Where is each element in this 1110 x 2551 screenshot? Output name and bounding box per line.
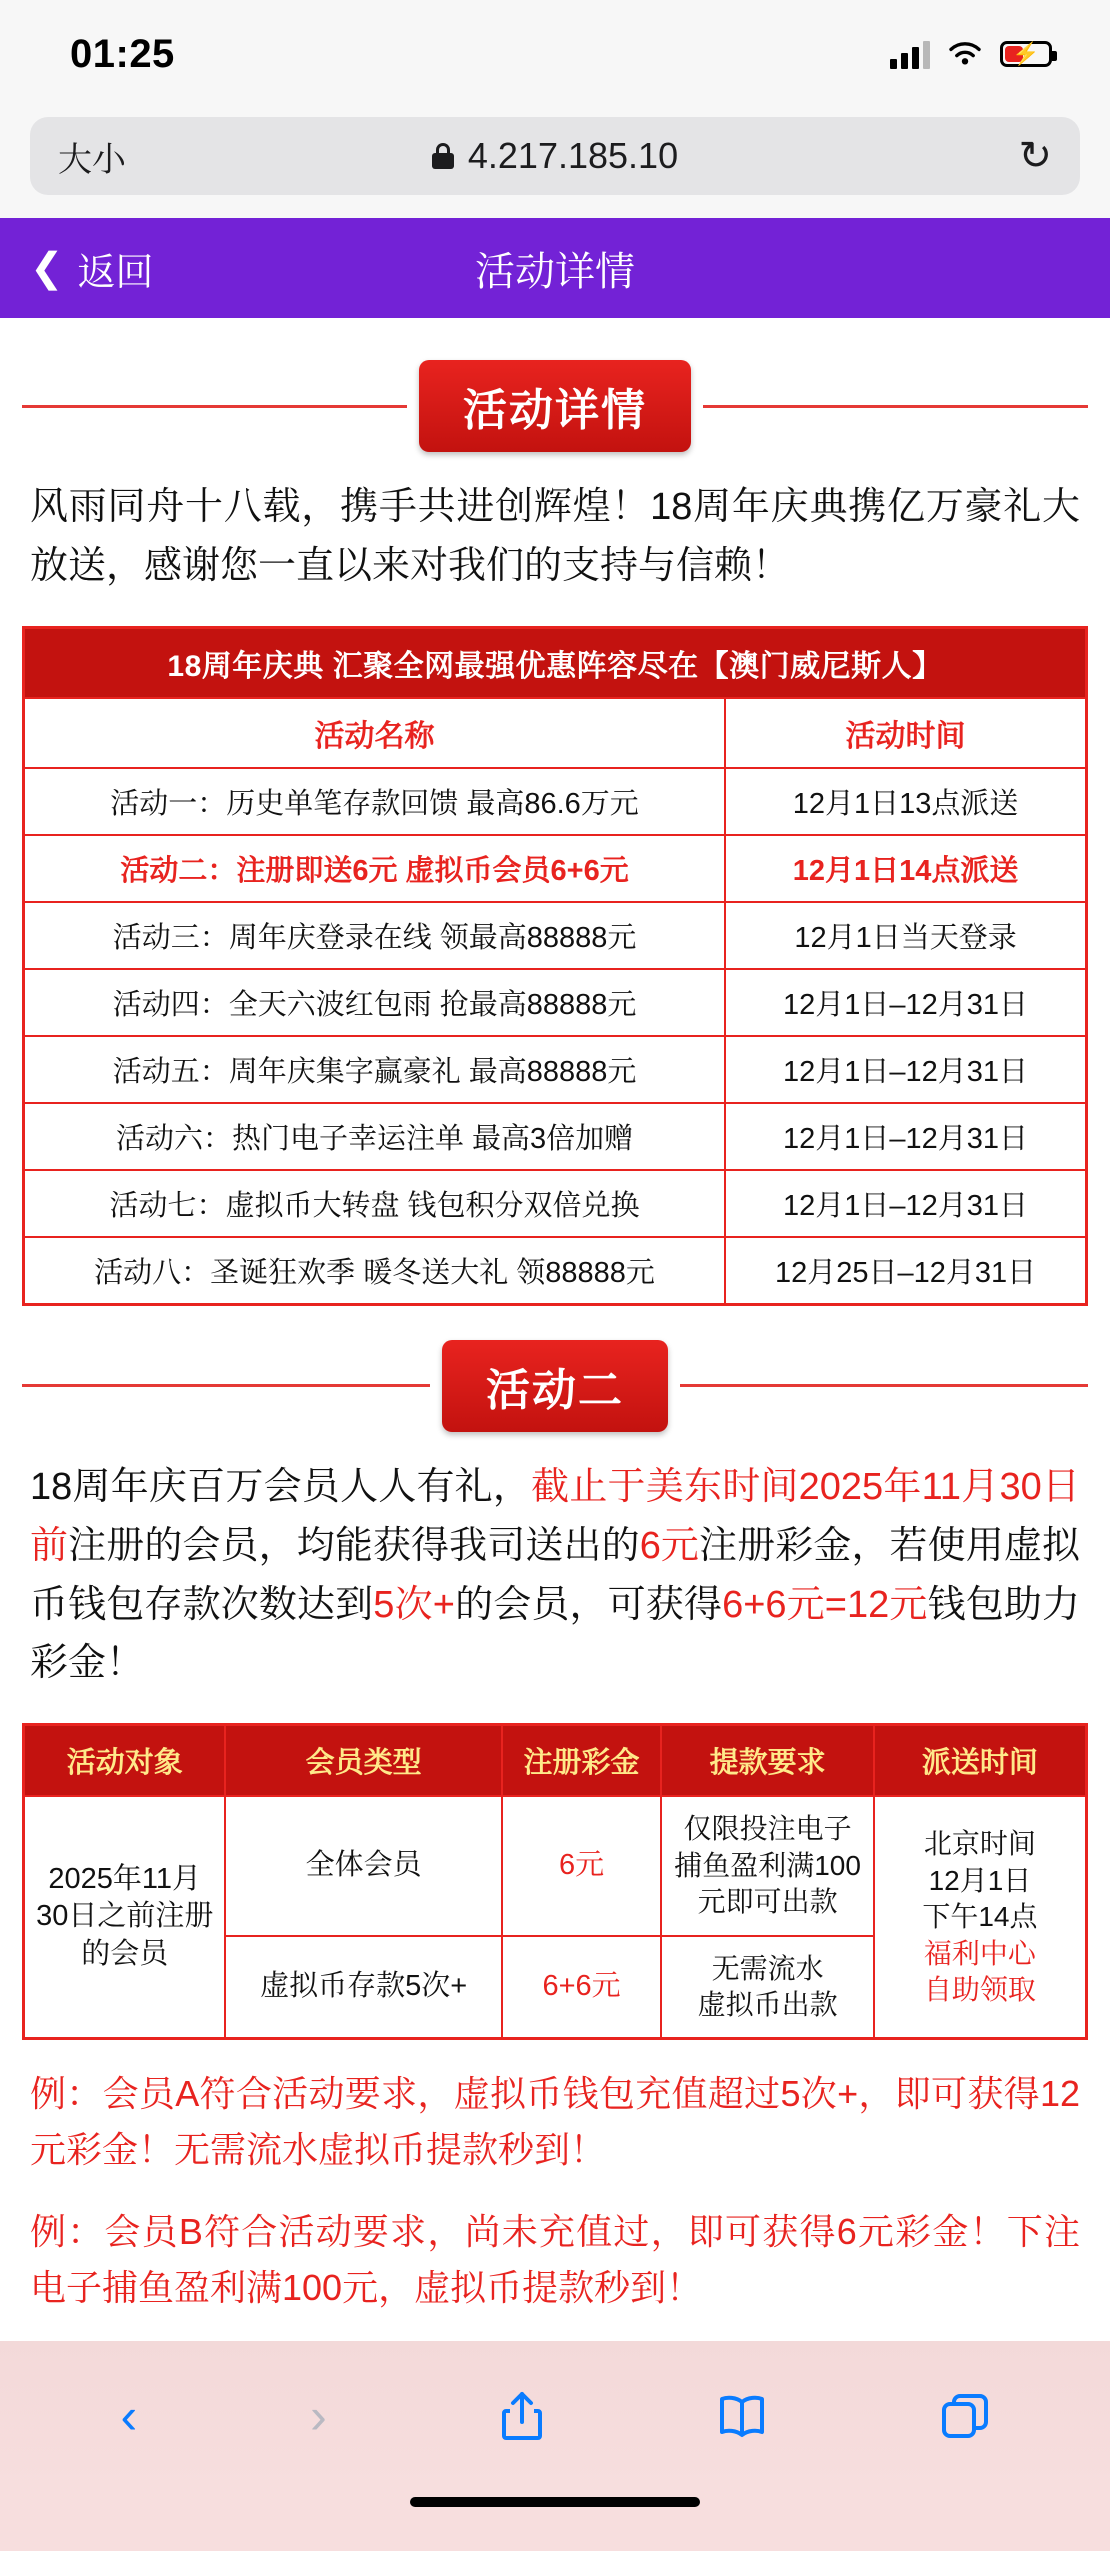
plain-text: 的会员，可获得 [454,1583,723,1626]
text-size-button[interactable]: 大小 [58,140,126,179]
send-time-black: 北京时间 12月1日 下午14点 [922,1828,1038,1933]
reward-table [22,1723,1088,2040]
bookmarks-icon[interactable] [717,2394,767,2438]
section-header-activity-two [22,1340,1088,1432]
col-target: 活动对象 [24,1725,226,1797]
plain-text: 18周年庆百万会员人人有礼， [30,1465,532,1508]
activity-time: 12月1日–12月31日 [725,1170,1086,1237]
example-a: 例：会员A符合活动要求，虚拟币钱包充值超过5次+，即可获得12元彩金！无需流水虚拟币提款秒到！ [30,2073,1080,2171]
plain-text: 注册彩金，若使用虚拟币钱包存款次数达到 [30,1524,1080,1626]
activity-name: 活动六：热门电子幸运注单 最高3倍加赠 [24,1103,726,1170]
col-activity-name: 活动名称 [24,698,726,768]
activity-time: 12月1日14点派送 [725,835,1086,902]
plain-text: 注册的会员，均能获得我司送出的 [68,1524,640,1567]
chevron-left-glyph: ‹ [120,2388,138,2445]
browser-back-icon[interactable] [120,2388,138,2445]
page-title: 活动详情 [475,249,635,294]
target-cell: 2025年11月30日之前注册的会员 [24,1796,226,2038]
emphasis-red-text: 6+6元=12元 [722,1583,928,1626]
table-header-row [24,1725,1087,1797]
activity-name: 活动二：注册即送6元 虚拟币会员6+6元 [24,835,726,902]
chevron-right-glyph: › [310,2388,327,2445]
example-b: 例：会员B符合活动要求，尚未充值过，即可获得6元彩金！下注电子捕鱼盈利满100元，虚拟币提款秒到！ [30,2210,1080,2308]
share-glyph [500,2390,544,2442]
table-header-row [24,698,1087,768]
wifi-icon [946,40,984,68]
col-bonus: 注册彩金 [502,1725,661,1797]
activity-name: 活动四：全天六波红包雨 抢最高88888元 [24,969,726,1036]
table-banner-text: 18周年庆典 汇聚全网最强优惠阵容尽在【澳门威尼斯人】 [24,627,1087,698]
status-indicators [890,39,1052,69]
url-display[interactable] [30,135,1080,177]
table-row [24,1036,1087,1103]
divider-left [22,405,407,408]
bonus-cell: 6元 [502,1796,661,1935]
withdraw-cell: 仅限投注电子捕鱼盈利满100元即可出款 [661,1796,874,1935]
cellular-signal-icon [890,39,930,69]
member-type-cell: 全体会员 [225,1796,501,1935]
section-header-activity-details [22,360,1088,452]
activity-time: 12月1日当天登录 [725,902,1086,969]
status-clock: 01:25 [70,31,175,76]
activity-name: 活动七：虚拟币大转盘 钱包积分双倍兑换 [24,1170,726,1237]
bonus-cell: 6+6元 [502,1936,661,2039]
home-indicator[interactable] [410,2497,700,2507]
tabs-icon[interactable] [940,2392,990,2440]
back-label: 返回 [77,251,154,294]
detail-paragraph [30,1458,1080,1694]
activity-name: 活动三：周年庆登录在线 领最高88888元 [24,902,726,969]
battery-charging-icon: ⚡ [1000,41,1052,67]
divider-right [680,1384,1088,1387]
activity-time: 12月1日–12月31日 [725,969,1086,1036]
table-row [24,835,1087,902]
url-text: 4.217.185.10 [467,135,679,176]
activity-time: 12月1日–12月31日 [725,1036,1086,1103]
col-member-type: 会员类型 [225,1725,501,1797]
intro-paragraph: 风雨同舟十八载，携手共进创辉煌！18周年庆典携亿万豪礼大放送，感谢您一直以来对我们的支持与信赖！ [30,486,1080,587]
activity-name: 活动一：历史单笔存款回馈 最高86.6万元 [24,768,726,835]
status-bar [0,0,1110,108]
table-row [24,1237,1087,1305]
plain-text: 钱包助力彩金！ [30,1583,1080,1685]
activity-time: 12月1日–12月31日 [725,1103,1086,1170]
tabs-glyph [940,2392,990,2440]
emphasis-red-text: 5次+ [373,1583,455,1626]
browser-toolbar [0,108,1110,218]
activity-time: 12月1日13点派送 [725,768,1086,835]
section-title-text: 活动详情 [419,360,691,452]
app-header [0,218,1110,318]
table-row [24,1103,1087,1170]
page-content [0,318,1110,2341]
activity-list-table [22,626,1088,1306]
divider-right [703,405,1088,408]
withdraw-cell: 无需流水 虚拟币出款 [661,1936,874,2039]
table-row [24,969,1087,1036]
browser-forward-icon [310,2388,327,2445]
table-row [24,1170,1087,1237]
divider-left [22,1384,430,1387]
activity-name: 活动八：圣诞狂欢季 暖冬送大礼 领88888元 [24,1237,726,1305]
chevron-left-icon: ❮ [30,246,64,290]
col-activity-time: 活动时间 [725,698,1086,768]
home-indicator-area [0,2491,1110,2551]
send-time-cell [874,1796,1087,2038]
send-time-red: 福利中心 自助领取 [923,1937,1036,2005]
book-glyph [717,2394,767,2438]
table-row [24,902,1087,969]
reload-icon[interactable]: ↻ [1018,134,1052,178]
emphasis-red-text: 6元 [639,1524,700,1567]
lock-icon [432,143,454,169]
member-type-cell: 虚拟币存款5次+ [225,1936,501,2039]
activity-name: 活动五：周年庆集字赢豪礼 最高88888元 [24,1036,726,1103]
activity-time: 12月25日–12月31日 [725,1237,1086,1305]
table-row [24,1796,1087,1935]
section-title-text: 活动二 [442,1340,668,1432]
table-banner-row [24,627,1087,698]
share-icon[interactable] [500,2390,544,2442]
table-row [24,768,1087,835]
address-bar[interactable] [30,117,1080,195]
col-withdraw: 提款要求 [661,1725,874,1797]
browser-bottom-bar [0,2341,1110,2491]
col-send-time: 派送时间 [874,1725,1087,1797]
emphasis-red-text: 截止于美东时间2025年11月30日前 [30,1465,1080,1567]
